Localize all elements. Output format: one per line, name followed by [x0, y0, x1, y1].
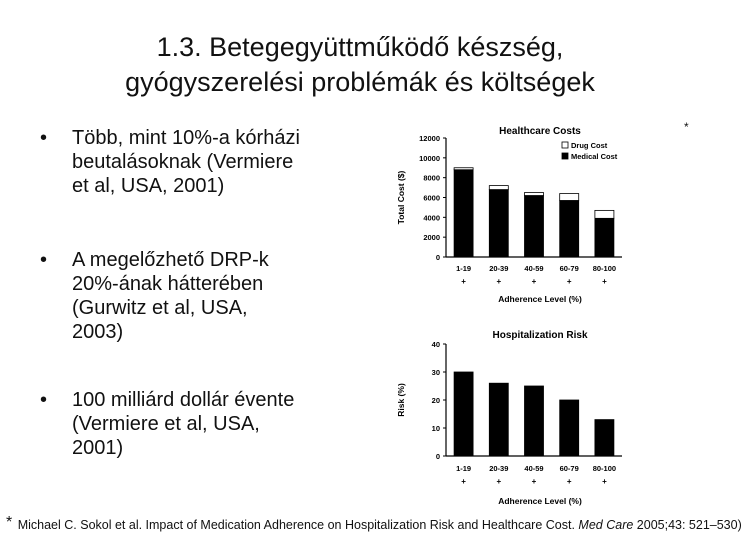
risk-y-tick-label: 20: [431, 396, 440, 405]
cost-y-tick-label: 10000: [419, 153, 440, 163]
cost-bar-medical-cost: [454, 170, 473, 257]
cost-legend-swatch: [562, 153, 568, 159]
risk-bar-series-0: [489, 383, 508, 456]
cost-bar-medical-cost: [489, 190, 508, 257]
bullet-line: 2003): [72, 321, 124, 343]
footer-marker: *: [6, 514, 13, 531]
risk-y-tick-label: 40: [431, 340, 440, 349]
cost-y-tick-label: 4000: [423, 213, 440, 223]
cost-bar-medical-cost: [560, 200, 579, 257]
risk-y-tick-label: 10: [431, 424, 440, 433]
cost-legend-swatch: [562, 142, 568, 148]
cost-x-tick-mark: +: [566, 277, 572, 286]
cost-y-tick-label: 2000: [423, 233, 440, 243]
footer-citation: [6, 514, 742, 532]
bullet-line: (Vermiere et al, USA,: [72, 413, 260, 435]
cost-legend-label: Drug Cost: [571, 141, 608, 150]
bullet-line: 2001): [72, 437, 124, 459]
bullet-item: [40, 248, 269, 344]
cost-x-tick-label: 80-100: [592, 264, 617, 273]
cost-y-tick-label: 12000: [419, 134, 440, 143]
cost-bar-medical-cost: [595, 218, 614, 257]
risk-x-tick-mark: +: [496, 477, 502, 486]
risk-x-tick-label: 80-100: [592, 464, 617, 473]
risk-bar-series-0: [524, 386, 543, 456]
risk-x-tick-label: 20-39: [489, 464, 509, 473]
cost-bar-drug-cost: [560, 194, 579, 201]
risk-x-tick-label: 40-59: [524, 464, 544, 473]
cost-bar-drug-cost: [454, 168, 473, 170]
risk-x-tick-label: 60-79: [559, 464, 579, 473]
slide-title: [0, 30, 720, 100]
bullet-line: et al, USA, 2001): [72, 175, 225, 197]
risk-x-tick-mark: +: [531, 477, 537, 486]
bullet-line: A megelőzhető DRP-k: [72, 249, 269, 271]
cost-bar-drug-cost: [489, 186, 508, 190]
cost-bar-drug-cost: [595, 210, 614, 218]
cost-bar-medical-cost: [524, 196, 543, 257]
footer-citation-numbers: 2005;43: 521–530): [633, 518, 742, 532]
bullet-line: beutalásoknak (Vermiere: [72, 151, 294, 173]
cost-chart-title: Healthcare Costs: [499, 126, 581, 137]
risk-x-tick-mark: +: [461, 477, 466, 486]
cost-bar-drug-cost: [524, 193, 543, 196]
cost-y-tick-label: 8000: [423, 173, 440, 183]
bullet-item: [40, 126, 300, 198]
risk-chart-title: Hospitalization Risk: [492, 330, 588, 341]
bullet-item: [40, 388, 294, 460]
risk-bar-series-0: [454, 372, 473, 456]
risk-y-tick-label: 30: [431, 368, 440, 377]
bullet-dot: •: [40, 127, 48, 149]
cost-y-tick-label: 6000: [423, 193, 440, 203]
footer-text: Michael C. Sokol et al. Impact of Medication Adherence on Hospitalization Risk and Healthcare Cost.: [17, 518, 579, 532]
risk-x-tick-mark: +: [602, 477, 607, 486]
bullet-line: (Gurwitz et al, USA,: [72, 297, 248, 319]
cost-legend-label: Medical Cost: [571, 152, 618, 161]
charts-svg: [390, 118, 635, 513]
risk-bar-series-0: [560, 400, 579, 456]
bullet-line: 20%-ának hátterében: [72, 273, 264, 295]
bullet-dot: •: [40, 249, 48, 271]
slide-title-line-1: 1.3. Betegegyüttműködő készség,: [156, 32, 564, 62]
cost-x-tick-label: 40-59: [524, 264, 544, 273]
cost-x-tick-mark: +: [531, 277, 537, 286]
bullet-line: 100 milliárd dollár évente: [72, 389, 295, 411]
charts-panel: [390, 118, 635, 518]
risk-y-axis-label: Risk (%): [396, 383, 406, 417]
cost-y-tick-label: 0: [435, 253, 440, 262]
risk-x-tick-mark: +: [566, 477, 572, 486]
bullet-line: Több, mint 10%-a kórházi: [72, 127, 300, 149]
cost-y-axis-label: Total Cost ($): [396, 170, 406, 225]
cost-x-tick-mark: +: [461, 277, 466, 286]
risk-y-tick-label: 0: [435, 452, 440, 461]
cost-x-tick-label: 20-39: [489, 264, 509, 273]
footer-journal: Med Care: [578, 518, 634, 532]
slide-title-line-2: gyógyszerelési problémák és költségek: [125, 67, 595, 97]
cost-x-axis-label: Adherence Level (%): [498, 294, 582, 304]
risk-bar-series-0: [595, 420, 614, 456]
cost-x-tick-label: 1-19: [456, 264, 472, 273]
cost-x-tick-label: 60-79: [559, 264, 579, 273]
reference-marker: *: [684, 120, 689, 134]
risk-x-tick-label: 1-19: [456, 464, 472, 473]
risk-x-axis-label: Adherence Level (%): [498, 496, 582, 506]
bullet-dot: •: [40, 389, 48, 411]
cost-x-tick-mark: +: [496, 277, 502, 286]
cost-x-tick-mark: +: [602, 277, 607, 286]
